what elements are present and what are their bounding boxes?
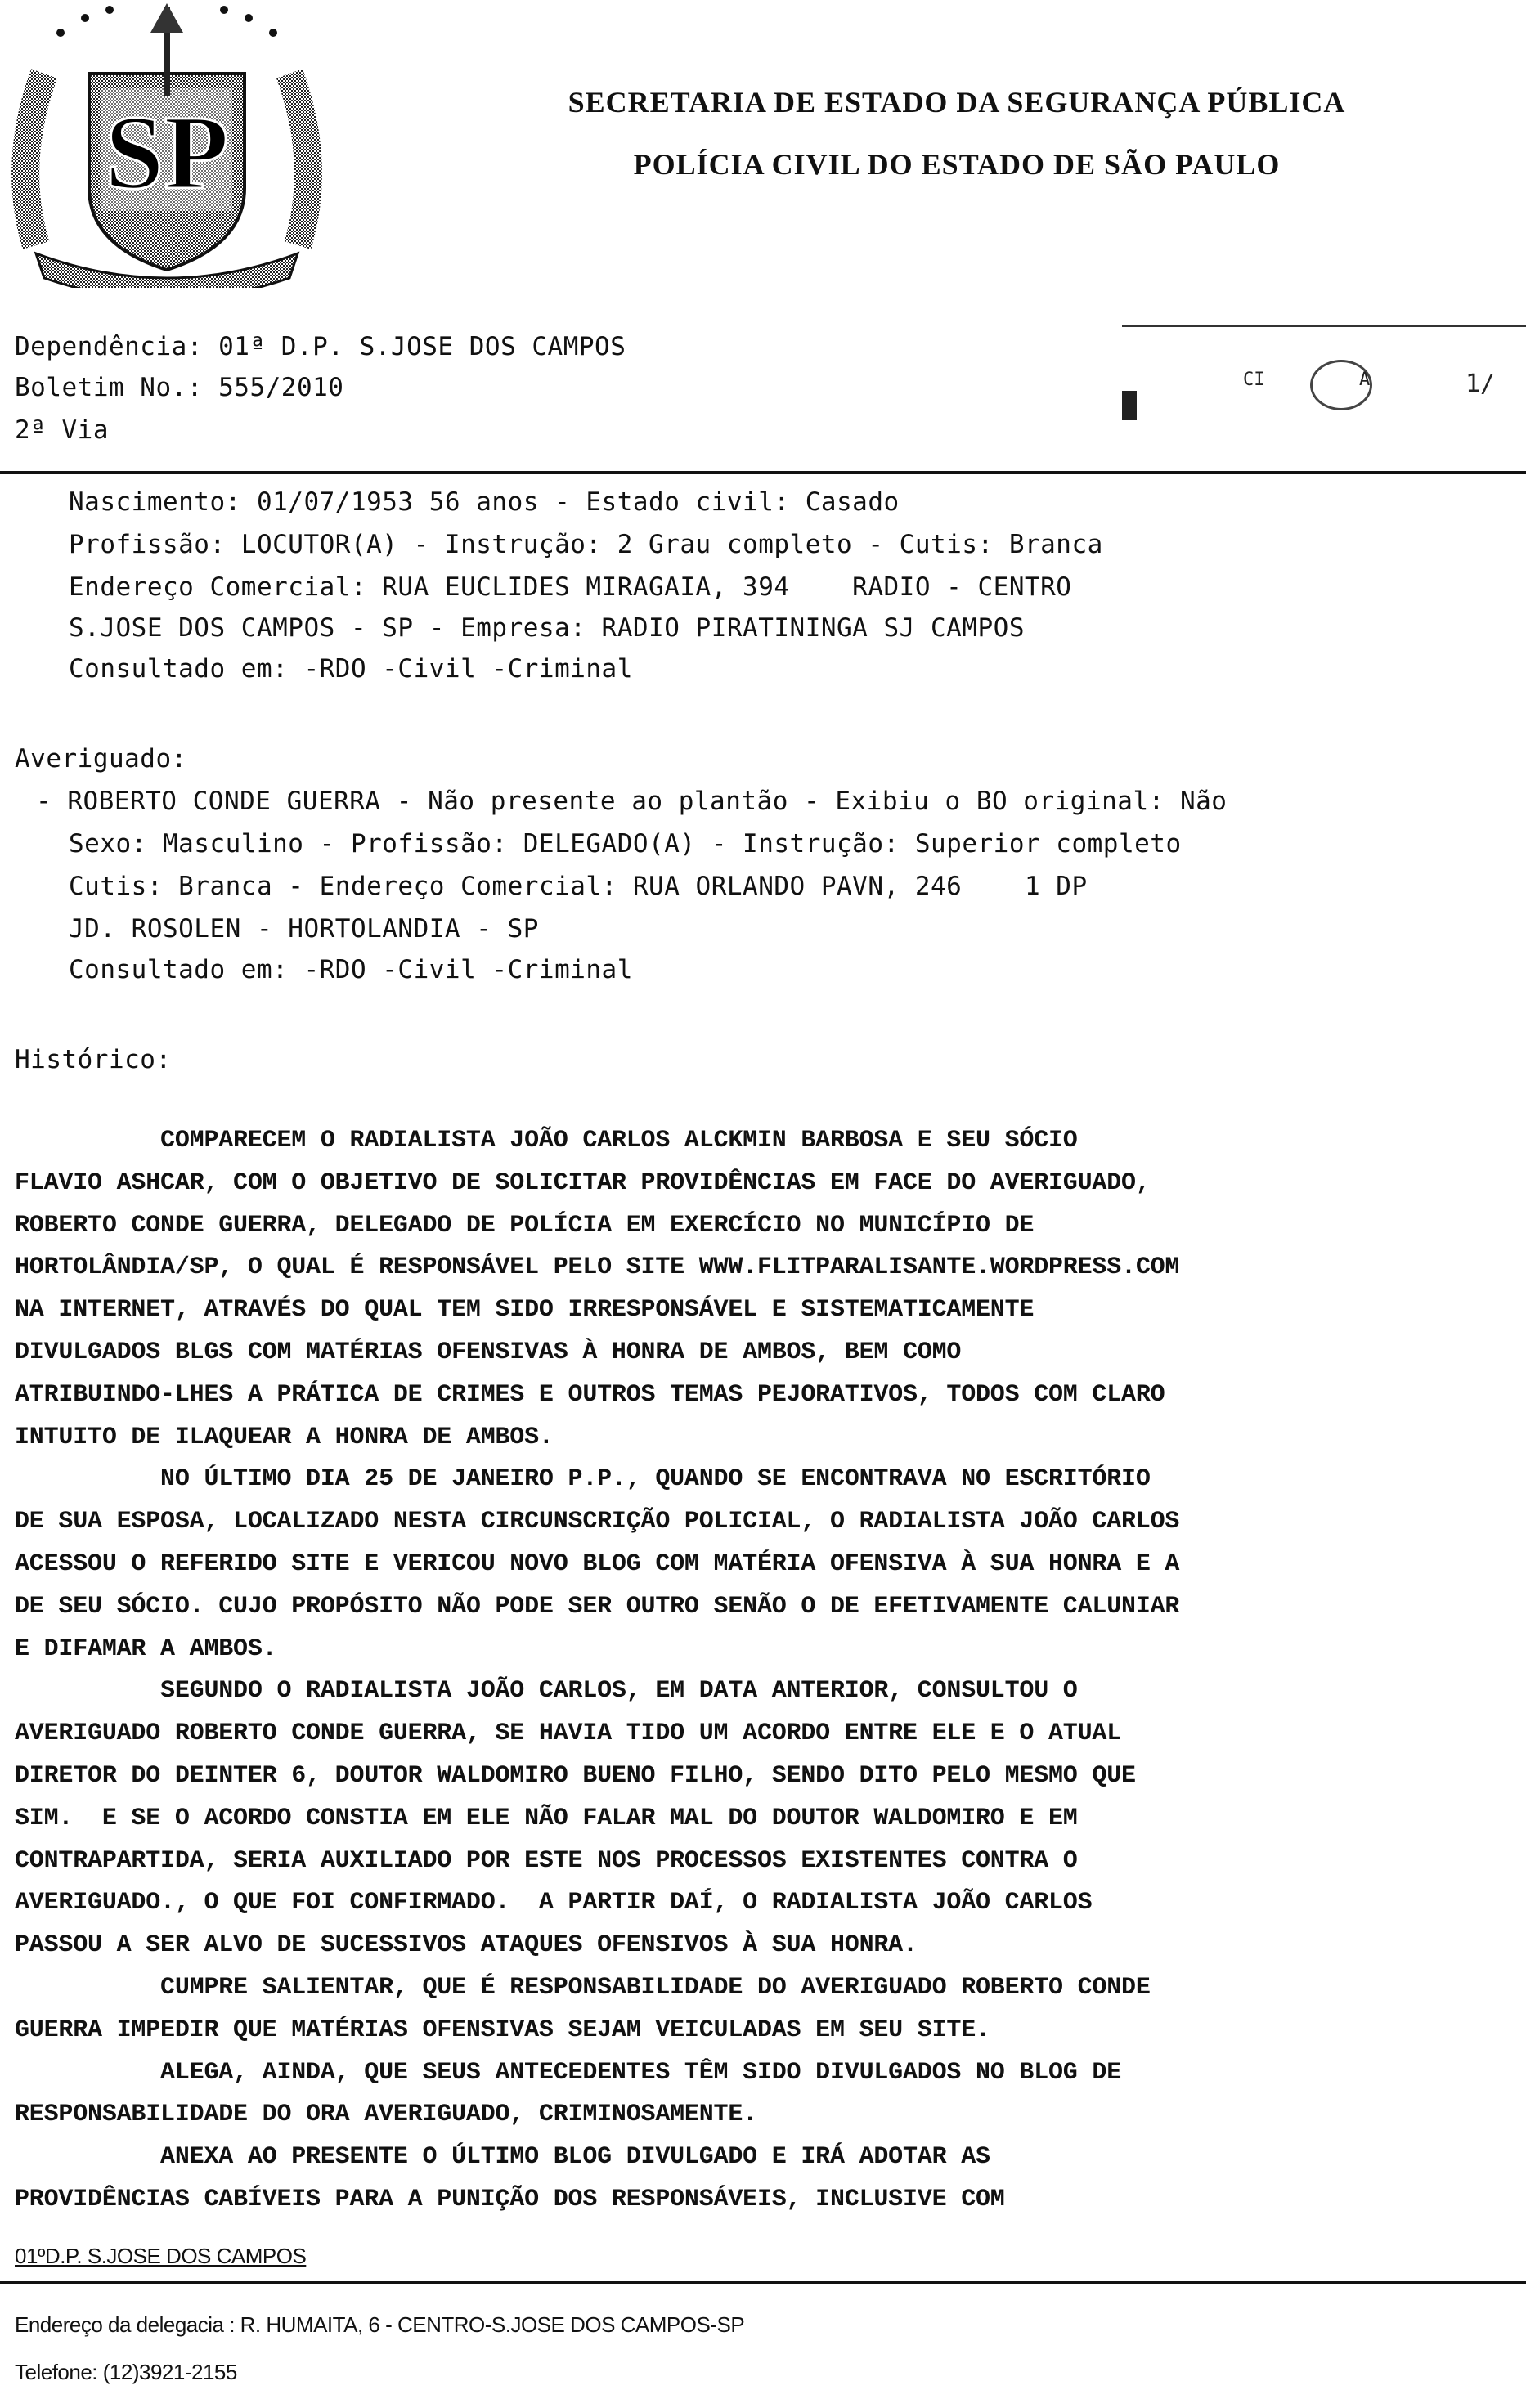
historico-line: CONTRAPARTIDA, SERIA AUXILIADO POR ESTE NOS PROCESSOS EXISTENTES CONTRA O [15, 1847, 1078, 1875]
stamp-bar [1122, 391, 1137, 420]
footer-divider [0, 2281, 1526, 2284]
person-line: S.JOSE DOS CAMPOS - SP - Empresa: RADIO PIRATININGA SJ CAMPOS [69, 613, 1025, 643]
averiguado-line: Sexo: Masculino - Profissão: DELEGADO(A) - Instrução: Superior completo [69, 829, 1182, 859]
historico-line: DIVULGADOS BLGS COM MATÉRIAS OFENSIVAS À HONRA DE AMBOS, BEM COMO [15, 1339, 962, 1366]
historico-line: PASSOU A SER ALVO DE SUCESSIVOS ATAQUES OFENSIVOS À SUA HONRA. [15, 1931, 918, 1959]
stamp-text-left: CI [1243, 370, 1265, 390]
historico-line: ANEXA AO PRESENTE O ÚLTIMO BLOG DIVULGADO E IRÁ ADOTAR AS [15, 2143, 990, 2171]
historico-line: HORTOLÂNDIA/SP, O QUAL É RESPONSÁVEL PELO SITE WWW.FLITPARALISANTE.WORDPRESS.COM [15, 1253, 1180, 1281]
footer-phone: Telefone: (12)3921-2155 [15, 2360, 237, 2384]
person-line: Profissão: LOCUTOR(A) - Instrução: 2 Grau completo - Cutis: Branca [69, 530, 1103, 559]
historico-line: SEGUNDO O RADIALISTA JOÃO CARLOS, EM DATA ANTERIOR, CONSULTOU O [15, 1677, 1078, 1705]
historico-line: ROBERTO CONDE GUERRA, DELEGADO DE POLÍCIA EM EXERCÍCIO NO MUNICÍPIO DE [15, 1212, 1035, 1240]
person-line: Consultado em: -RDO -Civil -Criminal [69, 654, 633, 684]
historico-line: FLAVIO ASHCAR, COM O OBJETIVO DE SOLICITAR PROVIDÊNCIAS EM FACE DO AVERIGUADO, [15, 1169, 1151, 1197]
sp-coat-of-arms-seal [11, 0, 322, 288]
historico-line: AVERIGUADO ROBERTO CONDE GUERRA, SE HAVIA TIDO UM ACORDO ENTRE ELE E O ATUAL [15, 1720, 1122, 1747]
historico-line: SIM. E SE O ACORDO CONSTIA EM ELE NÃO FALAR MAL DO DOUTOR WALDOMIRO E EM [15, 1805, 1078, 1832]
header-divider [0, 471, 1526, 474]
person-line: Nascimento: 01/07/1953 56 anos - Estado civil: Casado [69, 487, 900, 517]
historico-line: NA INTERNET, ATRAVÉS DO QUAL TEM SIDO IRRESPONSÁVEL E SISTEMATICAMENTE [15, 1296, 1035, 1324]
historico-line: NO ÚLTIMO DIA 25 DE JANEIRO P.P., QUANDO SE ENCONTRAVA NO ESCRITÓRIO [15, 1465, 1151, 1493]
footer-address: Endereço da delegacia : R. HUMAITA, 6 - CENTRO-S.JOSE DOS CAMPOS-SP [15, 2312, 745, 2337]
org-title-line-1: SECRETARIA DE ESTADO DA SEGURANÇA PÚBLICA [568, 86, 1346, 119]
historico-line: GUERRA IMPEDIR QUE MATÉRIAS OFENSIVAS SEJAM VEICULADAS EM SEU SITE. [15, 2016, 990, 2044]
averiguado-line: Cutis: Branca - Endereço Comercial: RUA ORLANDO PAVN, 246 1 DP [69, 872, 1088, 901]
via-label: 2ª Via [15, 415, 109, 445]
historico-line: CUMPRE SALIENTAR, QUE É RESPONSABILIDADE DO AVERIGUADO ROBERTO CONDE [15, 1974, 1151, 2002]
dependencia-label: Dependência: 01ª D.P. S.JOSE DOS CAMPOS [15, 332, 626, 361]
historico-line: RESPONSABILIDADE DO ORA AVERIGUADO, CRIMINOSAMENTE. [15, 2101, 757, 2128]
stamp-page-number: 1/ [1465, 370, 1496, 398]
seal-letters: SP [105, 94, 229, 212]
person-line: Endereço Comercial: RUA EUCLIDES MIRAGAIA, 394 RADIO - CENTRO [69, 572, 1072, 602]
boletim-number: Boletim No.: 555/2010 [15, 373, 344, 402]
historico-line: E DIFAMAR A AMBOS. [15, 1635, 277, 1663]
footer-unit: 01ºD.P. S.JOSE DOS CAMPOS [15, 2244, 307, 2268]
historico-line: DIRETOR DO DEINTER 6, DOUTOR WALDOMIRO BUENO FILHO, SENDO DITO PELO MESMO QUE [15, 1762, 1136, 1790]
historico-line: COMPARECEM O RADIALISTA JOÃO CARLOS ALCKMIN BARBOSA E SEU SÓCIO [15, 1127, 1078, 1155]
historico-line: AVERIGUADO., O QUE FOI CONFIRMADO. A PARTIR DAÍ, O RADIALISTA JOÃO CARLOS [15, 1889, 1093, 1917]
averiguado-line: JD. ROSOLEN - HORTOLANDIA - SP [69, 914, 539, 944]
historico-line: PROVIDÊNCIAS CABÍVEIS PARA A PUNIÇÃO DOS RESPONSÁVEIS, INCLUSIVE COM [15, 2186, 1005, 2213]
stamp-text-mid: A [1359, 370, 1371, 390]
document-stamp [1122, 314, 1526, 437]
historico-line: INTUITO DE ILAQUEAR A HONRA DE AMBOS. [15, 1424, 554, 1451]
averiguado-name-line: - ROBERTO CONDE GUERRA - Não presente ao plantão - Exibiu o BO original: Não [36, 787, 1228, 816]
org-title-line-2: POLÍCIA CIVIL DO ESTADO DE SÃO PAULO [633, 148, 1281, 181]
historico-line: ALEGA, AINDA, QUE SEUS ANTECEDENTES TÊM SIDO DIVULGADOS NO BLOG DE [15, 2059, 1122, 2087]
averiguado-heading: Averiguado: [15, 744, 187, 774]
stamp-rule [1122, 325, 1526, 327]
historico-line: DE SEU SÓCIO. CUJO PROPÓSITO NÃO PODE SER OUTRO SENÃO O DE EFETIVAMENTE CALUNIAR [15, 1593, 1180, 1621]
historico-line: ACESSOU O REFERIDO SITE E VERICOU NOVO BLOG COM MATÉRIA OFENSIVA À SUA HONRA E A [15, 1550, 1180, 1578]
averiguado-line: Consultado em: -RDO -Civil -Criminal [69, 955, 633, 984]
historico-line: DE SUA ESPOSA, LOCALIZADO NESTA CIRCUNSCRIÇÃO POLICIAL, O RADIALISTA JOÃO CARLOS [15, 1508, 1180, 1536]
historico-heading: Histórico: [15, 1045, 172, 1074]
historico-line: ATRIBUINDO-LHES A PRÁTICA DE CRIMES E OUTROS TEMAS PEJORATIVOS, TODOS COM CLARO [15, 1381, 1165, 1409]
